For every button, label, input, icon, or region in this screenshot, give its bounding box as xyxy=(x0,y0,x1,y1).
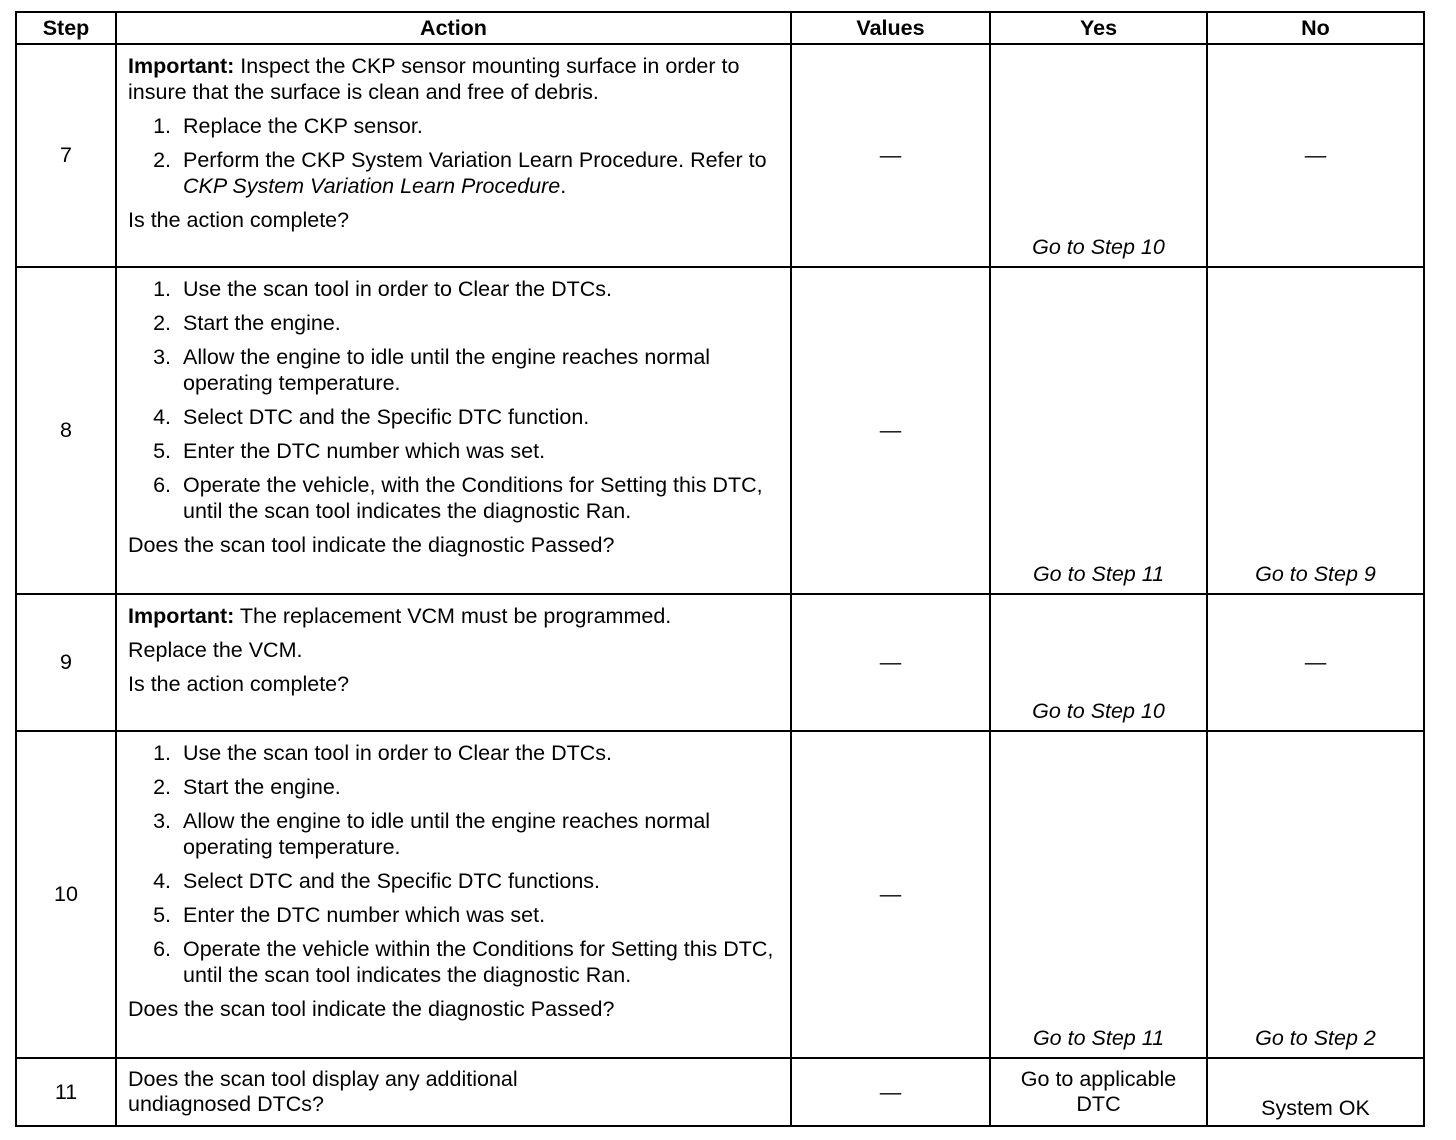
table-row xyxy=(16,1058,1424,1126)
list-text: Operate the vehicle within the Conditions for Setting this DTC, until the scan tool indicates the diagnostic Ran. xyxy=(183,937,774,987)
action-steps xyxy=(128,740,780,988)
action-cell xyxy=(116,1058,791,1126)
important-label: Important: xyxy=(128,54,235,78)
list-number: 2. xyxy=(153,775,171,799)
important-note xyxy=(128,603,780,629)
list-number: 1. xyxy=(153,277,171,301)
list-item xyxy=(128,113,780,139)
list-text: Select DTC and the Specific DTC function. xyxy=(183,405,590,429)
list-item xyxy=(128,147,780,199)
list-text: Operate the vehicle, with the Conditions for Setting this DTC, until the scan tool indicates the diagnostic Ran. xyxy=(183,473,763,523)
action-cell xyxy=(116,44,791,267)
list-item xyxy=(128,276,780,302)
table-row xyxy=(16,44,1424,267)
yes-cell: Go to Step 10 xyxy=(990,594,1207,731)
action-cell xyxy=(116,731,791,1058)
yes-cell: Go to Step 10 xyxy=(990,44,1207,267)
list-item xyxy=(128,936,780,988)
list-item xyxy=(128,868,780,894)
list-number: 3. xyxy=(153,809,171,833)
no-cell: System OK xyxy=(1207,1058,1424,1126)
list-text: Allow the engine to idle until the engine reaches normal operating temperature. xyxy=(183,809,711,859)
step-number: 10 xyxy=(16,731,116,1058)
list-item xyxy=(128,438,780,464)
header-step: Step xyxy=(16,12,116,44)
action-line: Replace the VCM. xyxy=(128,638,303,662)
yes-cell xyxy=(990,1058,1207,1126)
list-number: 6. xyxy=(153,937,171,961)
list-item xyxy=(128,472,780,524)
yes-text: Go to applicable DTC xyxy=(1020,1067,1177,1116)
no-cell: Go to Step 2 xyxy=(1207,731,1424,1058)
action-cell xyxy=(116,594,791,731)
important-label: Important: xyxy=(128,604,235,628)
values-cell: — xyxy=(791,44,990,267)
table-row xyxy=(16,594,1424,731)
list-text: Start the engine. xyxy=(183,775,341,799)
list-item xyxy=(128,774,780,800)
question-text: Does the scan tool display any additional undiagnosed DTCs? xyxy=(128,1067,518,1116)
procedure-reference: CKP System Variation Learn Procedure xyxy=(183,174,561,198)
table-row xyxy=(16,731,1424,1058)
list-number: 2. xyxy=(153,311,171,335)
no-cell: — xyxy=(1207,594,1424,731)
list-number: 1. xyxy=(153,114,171,138)
important-note xyxy=(128,53,780,105)
values-cell: — xyxy=(791,267,990,594)
list-item xyxy=(128,344,780,396)
list-number: 5. xyxy=(153,439,171,463)
list-text: Enter the DTC number which was set. xyxy=(183,903,546,927)
no-cell: Go to Step 9 xyxy=(1207,267,1424,594)
values-cell: — xyxy=(791,594,990,731)
question-text: Is the action complete? xyxy=(128,672,350,696)
header-values: Values xyxy=(791,12,990,44)
header-row xyxy=(16,12,1424,44)
list-text: Replace the CKP sensor. xyxy=(183,114,423,138)
question-text: Does the scan tool indicate the diagnostic Passed? xyxy=(128,997,615,1021)
list-item xyxy=(128,404,780,430)
list-text: Select DTC and the Specific DTC functions. xyxy=(183,869,601,893)
list-number: 1. xyxy=(153,741,171,765)
list-number: 5. xyxy=(153,903,171,927)
values-cell: — xyxy=(791,1058,990,1126)
yes-cell: Go to Step 11 xyxy=(990,267,1207,594)
step-number: 9 xyxy=(16,594,116,731)
list-number: 4. xyxy=(153,405,171,429)
question-text: Does the scan tool indicate the diagnostic Passed? xyxy=(128,533,615,557)
list-number: 2. xyxy=(153,148,171,172)
list-text: Allow the engine to idle until the engine reaches normal operating temperature. xyxy=(183,345,711,395)
important-text: The replacement VCM must be programmed. xyxy=(234,604,672,628)
list-number: 4. xyxy=(153,869,171,893)
list-text: Enter the DTC number which was set. xyxy=(183,439,546,463)
list-text: Perform the CKP System Variation Learn Procedure. Refer to xyxy=(183,148,767,172)
important-text: Inspect the CKP sensor mounting surface in order to insure that the surface is clean and free of debris. xyxy=(128,54,740,104)
list-text: Use the scan tool in order to Clear the DTCs. xyxy=(183,277,612,301)
table-row xyxy=(16,267,1424,594)
list-text: Use the scan tool in order to Clear the DTCs. xyxy=(183,741,612,765)
question-text: Is the action complete? xyxy=(128,208,350,232)
list-number: 6. xyxy=(153,473,171,497)
action-cell xyxy=(116,267,791,594)
header-no: No xyxy=(1207,12,1424,44)
list-item xyxy=(128,808,780,860)
list-number: 3. xyxy=(153,345,171,369)
header-yes: Yes xyxy=(990,12,1207,44)
step-number: 8 xyxy=(16,267,116,594)
list-text: Start the engine. xyxy=(183,311,341,335)
header-action: Action xyxy=(116,12,791,44)
step-number: 11 xyxy=(16,1058,116,1126)
step-number: 7 xyxy=(16,44,116,267)
values-cell: — xyxy=(791,731,990,1058)
no-cell: — xyxy=(1207,44,1424,267)
list-text-tail: . xyxy=(560,174,567,198)
list-text-wrap xyxy=(183,147,780,199)
list-item xyxy=(128,310,780,336)
list-item xyxy=(128,902,780,928)
action-steps xyxy=(128,276,780,524)
diagnostic-table xyxy=(15,11,1425,1127)
yes-cell: Go to Step 11 xyxy=(990,731,1207,1058)
list-item xyxy=(128,740,780,766)
action-steps xyxy=(128,113,780,199)
